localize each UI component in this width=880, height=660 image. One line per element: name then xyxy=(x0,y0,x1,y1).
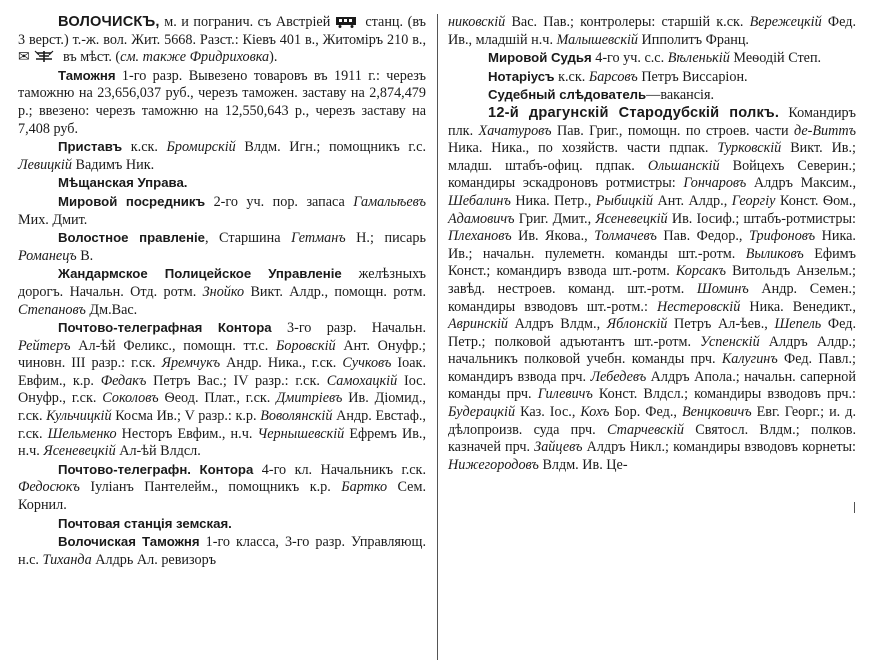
entry-volochisk-customs: Волочиская Таможня 1-го класса, 3-го разр. Управляющ. н.с. Тиханда Алдрь Ал. ревизоръ xyxy=(18,534,426,568)
entry-notary: Нотаріусъ к.ск. Барсовъ Петръ Виссаріон. xyxy=(488,68,748,85)
entry-customs: Таможня 1-го разр. Вывезено товаровъ въ 1911 г.: черезъ таможню на 23,656,037 руб., черезъ таможен. заставу на 2,874,479 р.; ввезено: черезъ таможню на 12,550,643 р., черезъ заставу на 7,408 руб. xyxy=(18,67,426,137)
entry-zemstvo-post: Почтовая станція земская. xyxy=(58,515,232,531)
entry-peace-mediator: Мировой посредникъ 2-го уч. пор. запаса Гамальѣевъ Мих. Дмит. xyxy=(18,193,426,228)
right-column xyxy=(448,14,856,474)
telegraph-icon xyxy=(33,50,55,63)
entry-town-council: Мѣщанская Управа. xyxy=(58,175,188,191)
entry-controllers: никовскій Вас. Пав.; контролеры: старшій к.ск. Вережецкій Фед. Ив., младшій н.ч. Малышевскій Ипполитъ Франц. xyxy=(448,14,856,48)
entry-dragoon-regiment: 12-й драгунскій Стародубскій полкъ. Командиръ плк. Хачатуровъ Пав. Григ., помощн. по строев. части де-Виттъ Ника. Ника., по хозяйств. части пдпак. Турковскій Викт. Ив.; младш. штабъ-офиц. пдпак. Ольшанскій Войцехъ Северин.; командиры эскадроновъ ротмистры: Гончаровъ Алдръ Максим., Шебалинъ Ника. Петр., Рыбицкій Ант. Алдр., Георгіу Конст. Ѳом., Адамовичъ Григ. Дмит., Ясеневецкій Ив. Іосиф.; штабъ-ротмистры: Плехановъ Ив. Якова., Толмачевъ Пав. Федор., Трифоновъ Ника. Ив.; начальн. пулеметн. команды шт.-ротм. Выликовъ Ефимъ Конст.; командиръ взвода шт.-ротм. Корсакъ Витольдъ Анзельм.; завѣд. нестроев. команд. шт.-ротм. Шоминъ Андр. Семен.; командиры взводовъ шт.-ротм.: Нестеровскій Ника. Венедикт., Авринскій Алдръ Влдм., Яблонскій Петръ Ал-ѣев., Шепель Фед. Петр.; полковой адъютантъ шт.-ротм. Успенскій Алдръ Алдр.; начальникъ полковой учебн. команды прч. Калугинъ Фед. Павл.; командиръ взвода прч. Лебедевъ Алдръ Апола.; начальн. саперной команды прч. Гилевичъ Конст. Влдсл.; командиры взводовъ прч.: Будерацкій Каз. Іос., Кохъ Бор. Фед., Венцковичъ Евг. Георг.; и. д. дѣлопроизв. суда прч. Старчевскій Святосл. Влдм.; полков. казначей прч. Зайцевъ Алдръ Никл.; командиры взводовъ корнеты: Нижегородовъ Влдм. Ив. Це- xyxy=(448,104,856,473)
entry-volost-board: Волостное правленіе, Старшина Гетманъ Н.; писарь Романецъ В. xyxy=(18,230,426,264)
column-divider xyxy=(437,14,438,660)
entry-investigator: Судебный слѣдователь—вакансія. xyxy=(488,87,715,104)
margin-mark: ǀ xyxy=(853,500,857,517)
entry-heading: ВОЛОЧИСКЪ, xyxy=(58,14,160,30)
entry-post-office-4: Почтово-телеграфн. Контора 4-го кл. Начальникъ г.ск. Федосюкъ Іуліанъ Пантелейм., помощникъ к.р. Бартко Сем. Корнил. xyxy=(18,461,426,514)
entry-volochisk: ВОЛОЧИСКЪ, м. и погранич. съ Австріей станц. (въ 3 верст.) т.-ж. вол. Жит. 5668. Разст.: Кіевъ 401 в., Житоміръ 210 в., ✉ въ мѣст. (см. также Фридриховка). xyxy=(18,14,427,66)
entry-justice-of-peace: Мировой Судья 4-го уч. с.с. Вѣленькій Меѳодій Степ. xyxy=(488,50,822,67)
left-column xyxy=(18,14,426,569)
entry-post-office-3: Почтово-телеграфная Контора 3-го разр. Начальн. Рейтеръ Ал-ѣй Феликс., помощн. тт.с. Боровскій Ант. Онуфр.; чиновн. III разр.: г.ск. Яремчукъ Андр. Ника., г.ск. Сучковъ Іоак. Евфим., к.р. Федакъ Петръ Вас.; IV разр.: г.ск. Самохацкій Іос. Онуфр., г.ск. Соколовъ Ѳеод. Плат., г.ск. Дмитріевъ Ив. Діомид., г.ск. Кульчицкій Косма Ив.; V разр.: к.р. Воволянскій Андр. Евстаф., г.ск. Шельменко Несторъ Евфим., н.ч. Чернышевскій Ефремъ Ив., н.ч. Ясеневецкій Ал-ѣй Влдсл. xyxy=(18,320,426,460)
entry-bailiff: Приставъ к.ск. Бромирскій Влдм. Игн.; помощникъ г.с. Левицкій Вадимъ Ник. xyxy=(18,139,426,173)
entry-gendarmes: Жандармское Полицейское Управленіе желѣзныхъ дорогъ. Начальн. Отд. ротм. Знойко Викт. Алдр., помощн. ротм. Степановъ Дм.Вас. xyxy=(18,266,426,318)
railway-station-icon xyxy=(335,15,357,28)
